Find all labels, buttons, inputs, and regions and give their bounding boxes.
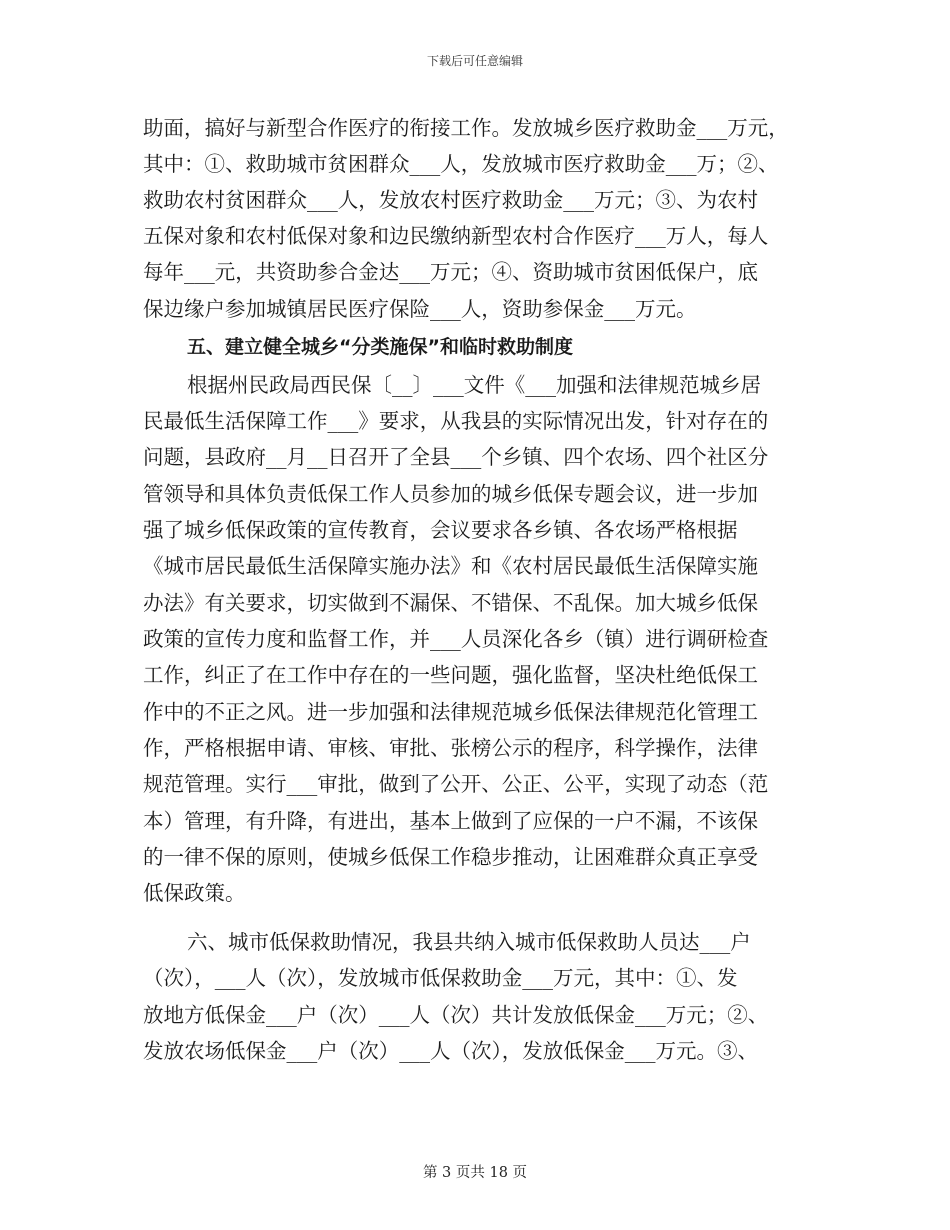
paragraph-line: （次），___人（次），发放城市低保救助金___万元，其中：①、发 — [143, 966, 738, 990]
paragraph-line: 低保政策。 — [143, 881, 246, 905]
paragraph-line: 民最低生活保障工作___》要求，从我县的实际情况出发，针对存在的 — [143, 409, 769, 433]
paragraph-line: 作，严格根据申请、审核、审批、张榜公示的程序，科学操作，法律 — [143, 736, 758, 760]
paragraph-line: 保边缘户参加城镇居民医疗保险___人，资助参保金___万元。 — [143, 297, 697, 321]
paragraph-line: 每年___元，共资助参合金达___万元；④、资助城市贫困低保户，底 — [143, 260, 758, 284]
page-footer: 第 3 页共 18 页 — [422, 1165, 528, 1181]
paragraph-line: 办法》有关要求，切实做到不漏保、不错保、不乱保。加大城乡低保 — [143, 591, 758, 615]
paragraph-line: 本）管理，有升降，有进出，基本上做到了应保的一户不漏，不该保 — [143, 809, 758, 833]
paragraph-line: 放地方低保金___户（次）___人（次）共计发放低保金___万元；②、 — [143, 1003, 769, 1027]
paragraph-line: 工作，纠正了在工作中存在的一些问题，强化监督，坚决杜绝低保工 — [143, 663, 758, 687]
paragraph-line: 其中：①、救助城市贫困群众___人，发放城市医疗救助金___万；②、 — [143, 152, 779, 176]
page-header: 下载后可任意编辑 — [426, 54, 523, 68]
paragraph-line: 作中的不正之风。进一步加强和法律规范城乡低保法律规范化管理工 — [143, 700, 758, 724]
paragraph-line: 五保对象和农村低保对象和边民缴纳新型农村合作医疗___万人，每人 — [143, 224, 769, 248]
paragraph-line: 的一律不保的原则，使城乡低保工作稳步推动，让困难群众真正享受 — [143, 845, 758, 869]
paragraph-line: 救助农村贫困群众___人，发放农村医疗救助金___万元；③、为农村 — [143, 188, 758, 212]
paragraph-line: 发放农场低保金___户（次）___人（次），发放低保金___万元。③、 — [143, 1039, 758, 1063]
paragraph-line: 《城市居民最低生活保障实施办法》和《农村居民最低生活保障实施 — [143, 554, 758, 578]
paragraph-line: 助面，搞好与新型合作医疗的衔接工作。发放城乡医疗救助金___万元， — [143, 116, 789, 140]
paragraph-line: 规范管理。实行___审批，做到了公开、公正、公平，实现了动态（范 — [143, 772, 769, 796]
paragraph-line: 六、城市低保救助情况，我县共纳入城市低保救助人员达___户 — [187, 930, 751, 954]
paragraph-line: 强了城乡低保政策的宣传教育，会议要求各乡镇、各农场严格根据 — [143, 518, 738, 542]
paragraph-line: 根据州民政局西民保〔__〕___文件《___加强和法律规范城乡居 — [187, 373, 761, 397]
paragraph-line: 问题，县政府__月__日召开了全县___个乡镇、四个农场、四个社区分 — [143, 445, 769, 469]
section-heading: 五、建立健全城乡“分类施保”和临时救助制度 — [187, 336, 573, 358]
paragraph-line: 政策的宣传力度和监督工作，并___人员深化各乡（镇）进行调研检查 — [143, 627, 769, 651]
paragraph-line: 管领导和具体负责低保工作人员参加的城乡低保专题会议，进一步加 — [143, 482, 758, 506]
